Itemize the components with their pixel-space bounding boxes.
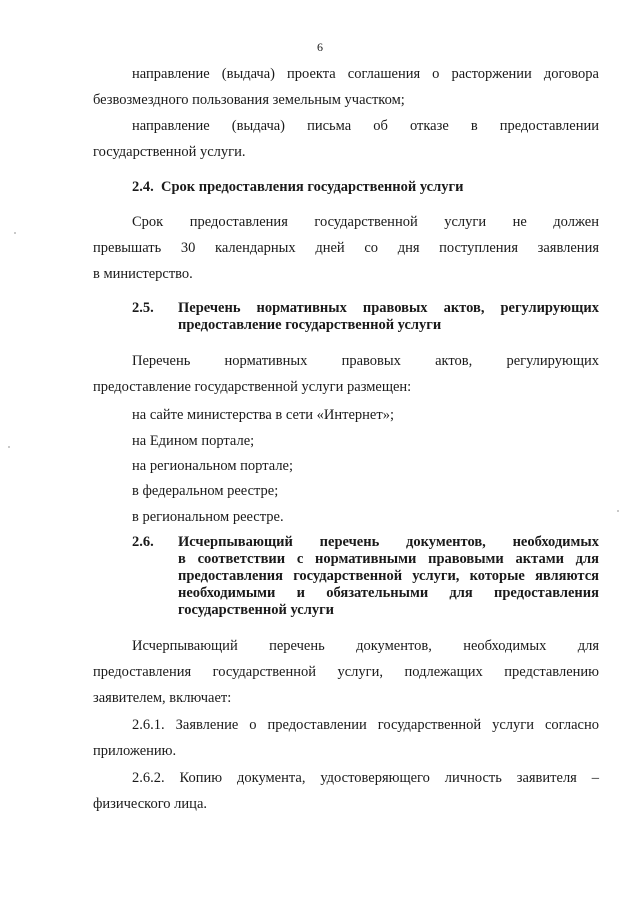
paragraph-line: безвозмездного пользования земельным участком;	[93, 92, 405, 108]
section-number: 2.6.	[132, 534, 154, 550]
section-number: 2.4.	[132, 179, 154, 195]
list-item: на сайте министерства в сети «Интернет»;	[132, 407, 394, 423]
paragraph-line: в министерство.	[93, 266, 193, 282]
list-item: в федеральном реестре;	[132, 483, 279, 499]
section-title-line: предоставление государственной услуги	[178, 317, 442, 333]
section-title-line: государственной услуги	[178, 602, 335, 618]
section-number: 2.5.	[132, 300, 154, 316]
paragraph-line: заявителем, включает:	[93, 690, 232, 706]
section-title-line: в соответствии с нормативными правовыми актами для	[178, 551, 599, 567]
section-title-line: предоставления государственной услуги, которые являются	[178, 568, 599, 584]
section-heading-2-6	[178, 534, 599, 619]
list-item: на региональном портале;	[132, 458, 294, 474]
paragraph-line: направление (выдача) письма об отказе в предоставлении	[132, 118, 599, 134]
page-number: 6	[317, 40, 323, 54]
section-title-line: Исчерпывающий перечень документов, необходимых	[178, 534, 599, 550]
paragraph-line: превышать 30 календарных дней со дня поступления заявления	[93, 240, 599, 256]
paragraph-line: предоставление государственной услуги размещен:	[93, 379, 412, 395]
paragraph-line: 2.6.2. Копию документа, удостоверяющего личность заявителя –	[132, 770, 599, 786]
paragraph-line: физического лица.	[93, 796, 208, 812]
paragraph-line: направление (выдача) проекта соглашения о расторжении договора	[132, 66, 599, 82]
scan-speck	[8, 446, 10, 448]
paragraph-line: предоставления государственной услуги, подлежащих представлению	[93, 664, 599, 680]
paragraph-line: приложению.	[93, 743, 177, 759]
paragraph-line: Срок предоставления государственной услуги не должен	[132, 214, 599, 230]
scan-speck	[617, 510, 619, 512]
list-item: на Едином портале;	[132, 433, 255, 449]
paragraph-line: государственной услуги.	[93, 144, 246, 160]
section-heading-2-5	[178, 300, 599, 334]
section-heading-2-4	[132, 178, 463, 196]
section-title: Срок предоставления государственной услуги	[161, 179, 464, 195]
section-title-line: Перечень нормативных правовых актов, регулирующих	[178, 300, 599, 316]
list-item: в региональном реестре.	[132, 509, 284, 525]
section-title-line: необходимыми и обязательными для предоставления	[178, 585, 599, 601]
scan-speck	[14, 232, 16, 234]
paragraph-line: 2.6.1. Заявление о предоставлении государственной услуги согласно	[132, 717, 599, 733]
paragraph-line: Перечень нормативных правовых актов, регулирующих	[132, 353, 599, 369]
paragraph-line: Исчерпывающий перечень документов, необходимых для	[132, 638, 599, 654]
